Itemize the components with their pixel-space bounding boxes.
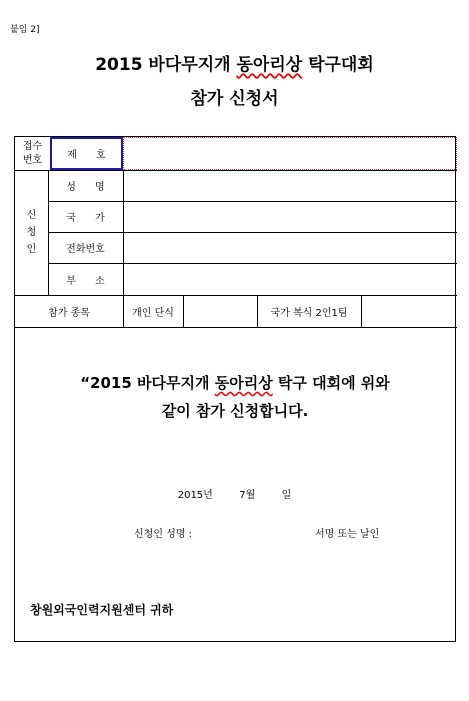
signature-note: 서명 또는 날인: [315, 529, 380, 540]
country-label: 국 가: [66, 213, 105, 224]
name-label: 성 명: [66, 182, 105, 193]
date-month: 7월: [239, 490, 256, 501]
declaration-line1: [14, 369, 456, 397]
event-doubles-label: 국가 복식 2인1팀: [270, 307, 348, 319]
reg-number-field: 제 호: [67, 150, 106, 161]
applicant-label: 신 청 인: [26, 210, 37, 255]
declaration-prefix: “2015 바다무지개: [80, 374, 215, 392]
event-singles-input[interactable]: [183, 295, 257, 327]
form-subtitle: 참가 신청서: [190, 89, 279, 109]
country-input[interactable]: [123, 201, 457, 232]
event-label: 참가 종목: [48, 307, 90, 319]
phone-label: 전화번호: [66, 244, 105, 255]
declaration-wavy-word: 동아리상: [214, 374, 273, 392]
recipient: 창원외국인력지원센터 귀하: [30, 603, 174, 617]
declaration-line2: 같이 참가 신청합니다.: [161, 402, 309, 420]
event-singles-label: 개인 단식: [132, 307, 174, 319]
affiliation-input[interactable]: [123, 263, 457, 295]
signature-label: 신청인 성명 :: [134, 529, 193, 540]
form-title: [0, 50, 469, 75]
declaration: [14, 369, 456, 425]
date-day: 일: [281, 490, 292, 501]
date-year: 2015년: [177, 490, 213, 501]
title-wavy-word: 동아리상: [236, 55, 303, 75]
annex-label: 붙임 2]: [10, 25, 40, 35]
application-date: [0, 486, 469, 501]
name-input[interactable]: [123, 170, 457, 201]
reg-number-label: 접수 번호: [22, 140, 43, 166]
affiliation-label: 부 소: [66, 275, 105, 287]
title-prefix: 2015 바다무지개: [95, 55, 237, 75]
event-doubles-input[interactable]: [361, 295, 457, 327]
phone-input[interactable]: [123, 232, 457, 263]
declaration-suffix: 탁구 대회에 위와: [272, 374, 390, 392]
title-suffix: 탁구대회: [302, 55, 374, 75]
reg-number-extra: [123, 137, 457, 170]
